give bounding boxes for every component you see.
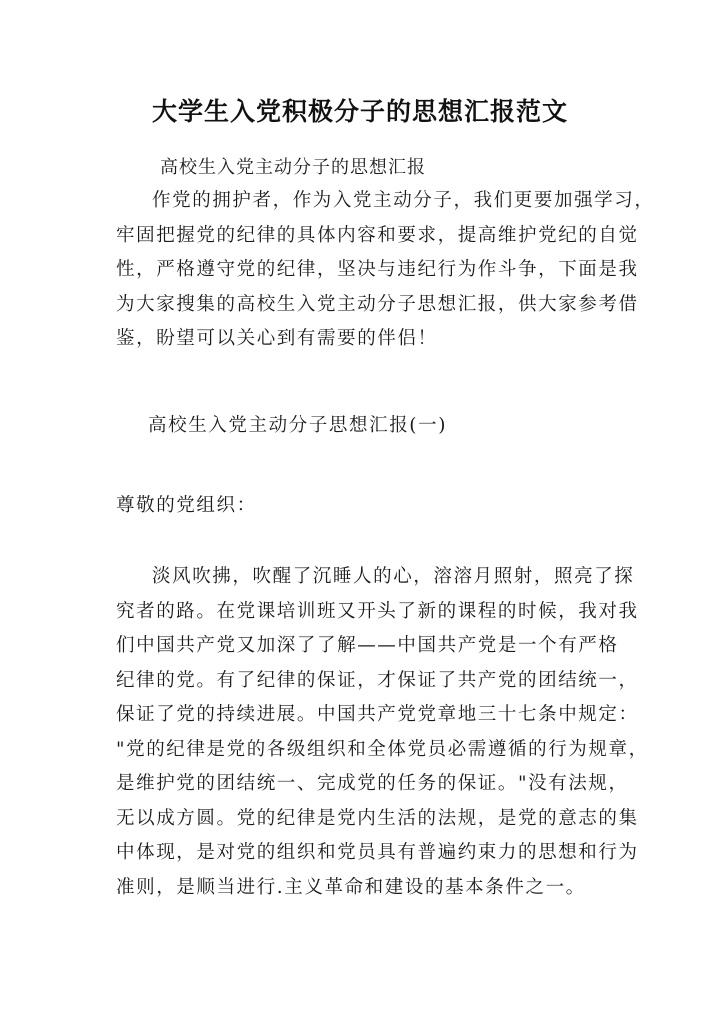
body-line: 无以成方圆。党的纪律是党内生活的法规，是党的意志的集: [116, 807, 639, 829]
intro-line: 作党的拥护者，作为入党主动分子，我们更要加强学习，: [152, 190, 655, 211]
intro-line: 牢固把握党的纪律的具体内容和要求，提高维护党纪的自觉: [116, 224, 639, 246]
salutation: 尊敬的党组织：: [116, 495, 257, 516]
body-line: 们中国共产党又加深了了解——中国共产党是一个有严格: [116, 635, 619, 656]
document-subtitle: 高校生入党主动分子的思想汇报: [160, 157, 426, 178]
body-line: 纪律的党。有了纪律的保证，才保证了共产党的团结统一，: [116, 669, 639, 691]
intro-line: 鉴，盼望可以关心到有需要的伴侣！: [116, 328, 438, 349]
intro-line: 性，严格遵守党的纪律，坚决与违纪行为作斗争，下面是我: [116, 259, 639, 280]
body-line: "党的纪律是党的各级组织和全体党员必需遵循的行为规章，: [116, 738, 649, 760]
body-paragraph: [116, 560, 649, 905]
body-line: 准则，是顺当进行.主义革命和建设的基本条件之一。: [116, 876, 586, 898]
intro-paragraph: [116, 184, 655, 357]
body-line: 保证了党的持续进展。中国共产党党章地三十七条中规定：: [116, 704, 639, 725]
intro-line: 为大家搜集的高校生入党主动分子思想汇报，供大家参考借: [116, 293, 639, 315]
section-heading: 高校生入党主动分子思想汇报(一): [148, 415, 448, 436]
body-line: 淡风吹拂，吹醒了沉睡人的心，溶溶月照射，照亮了探: [152, 566, 635, 587]
body-line: 中体现，是对党的组织和党员具有普遍约束力的思想和行为: [116, 842, 639, 863]
document-title: 大学生入党积极分子的思想汇报范文: [151, 97, 568, 126]
body-line: 究者的路。在党课培训班又开头了新的课程的时候，我对我: [116, 600, 639, 622]
body-line: 是维护党的团结统一、完成党的任务的保证。"没有法规，: [116, 773, 629, 794]
